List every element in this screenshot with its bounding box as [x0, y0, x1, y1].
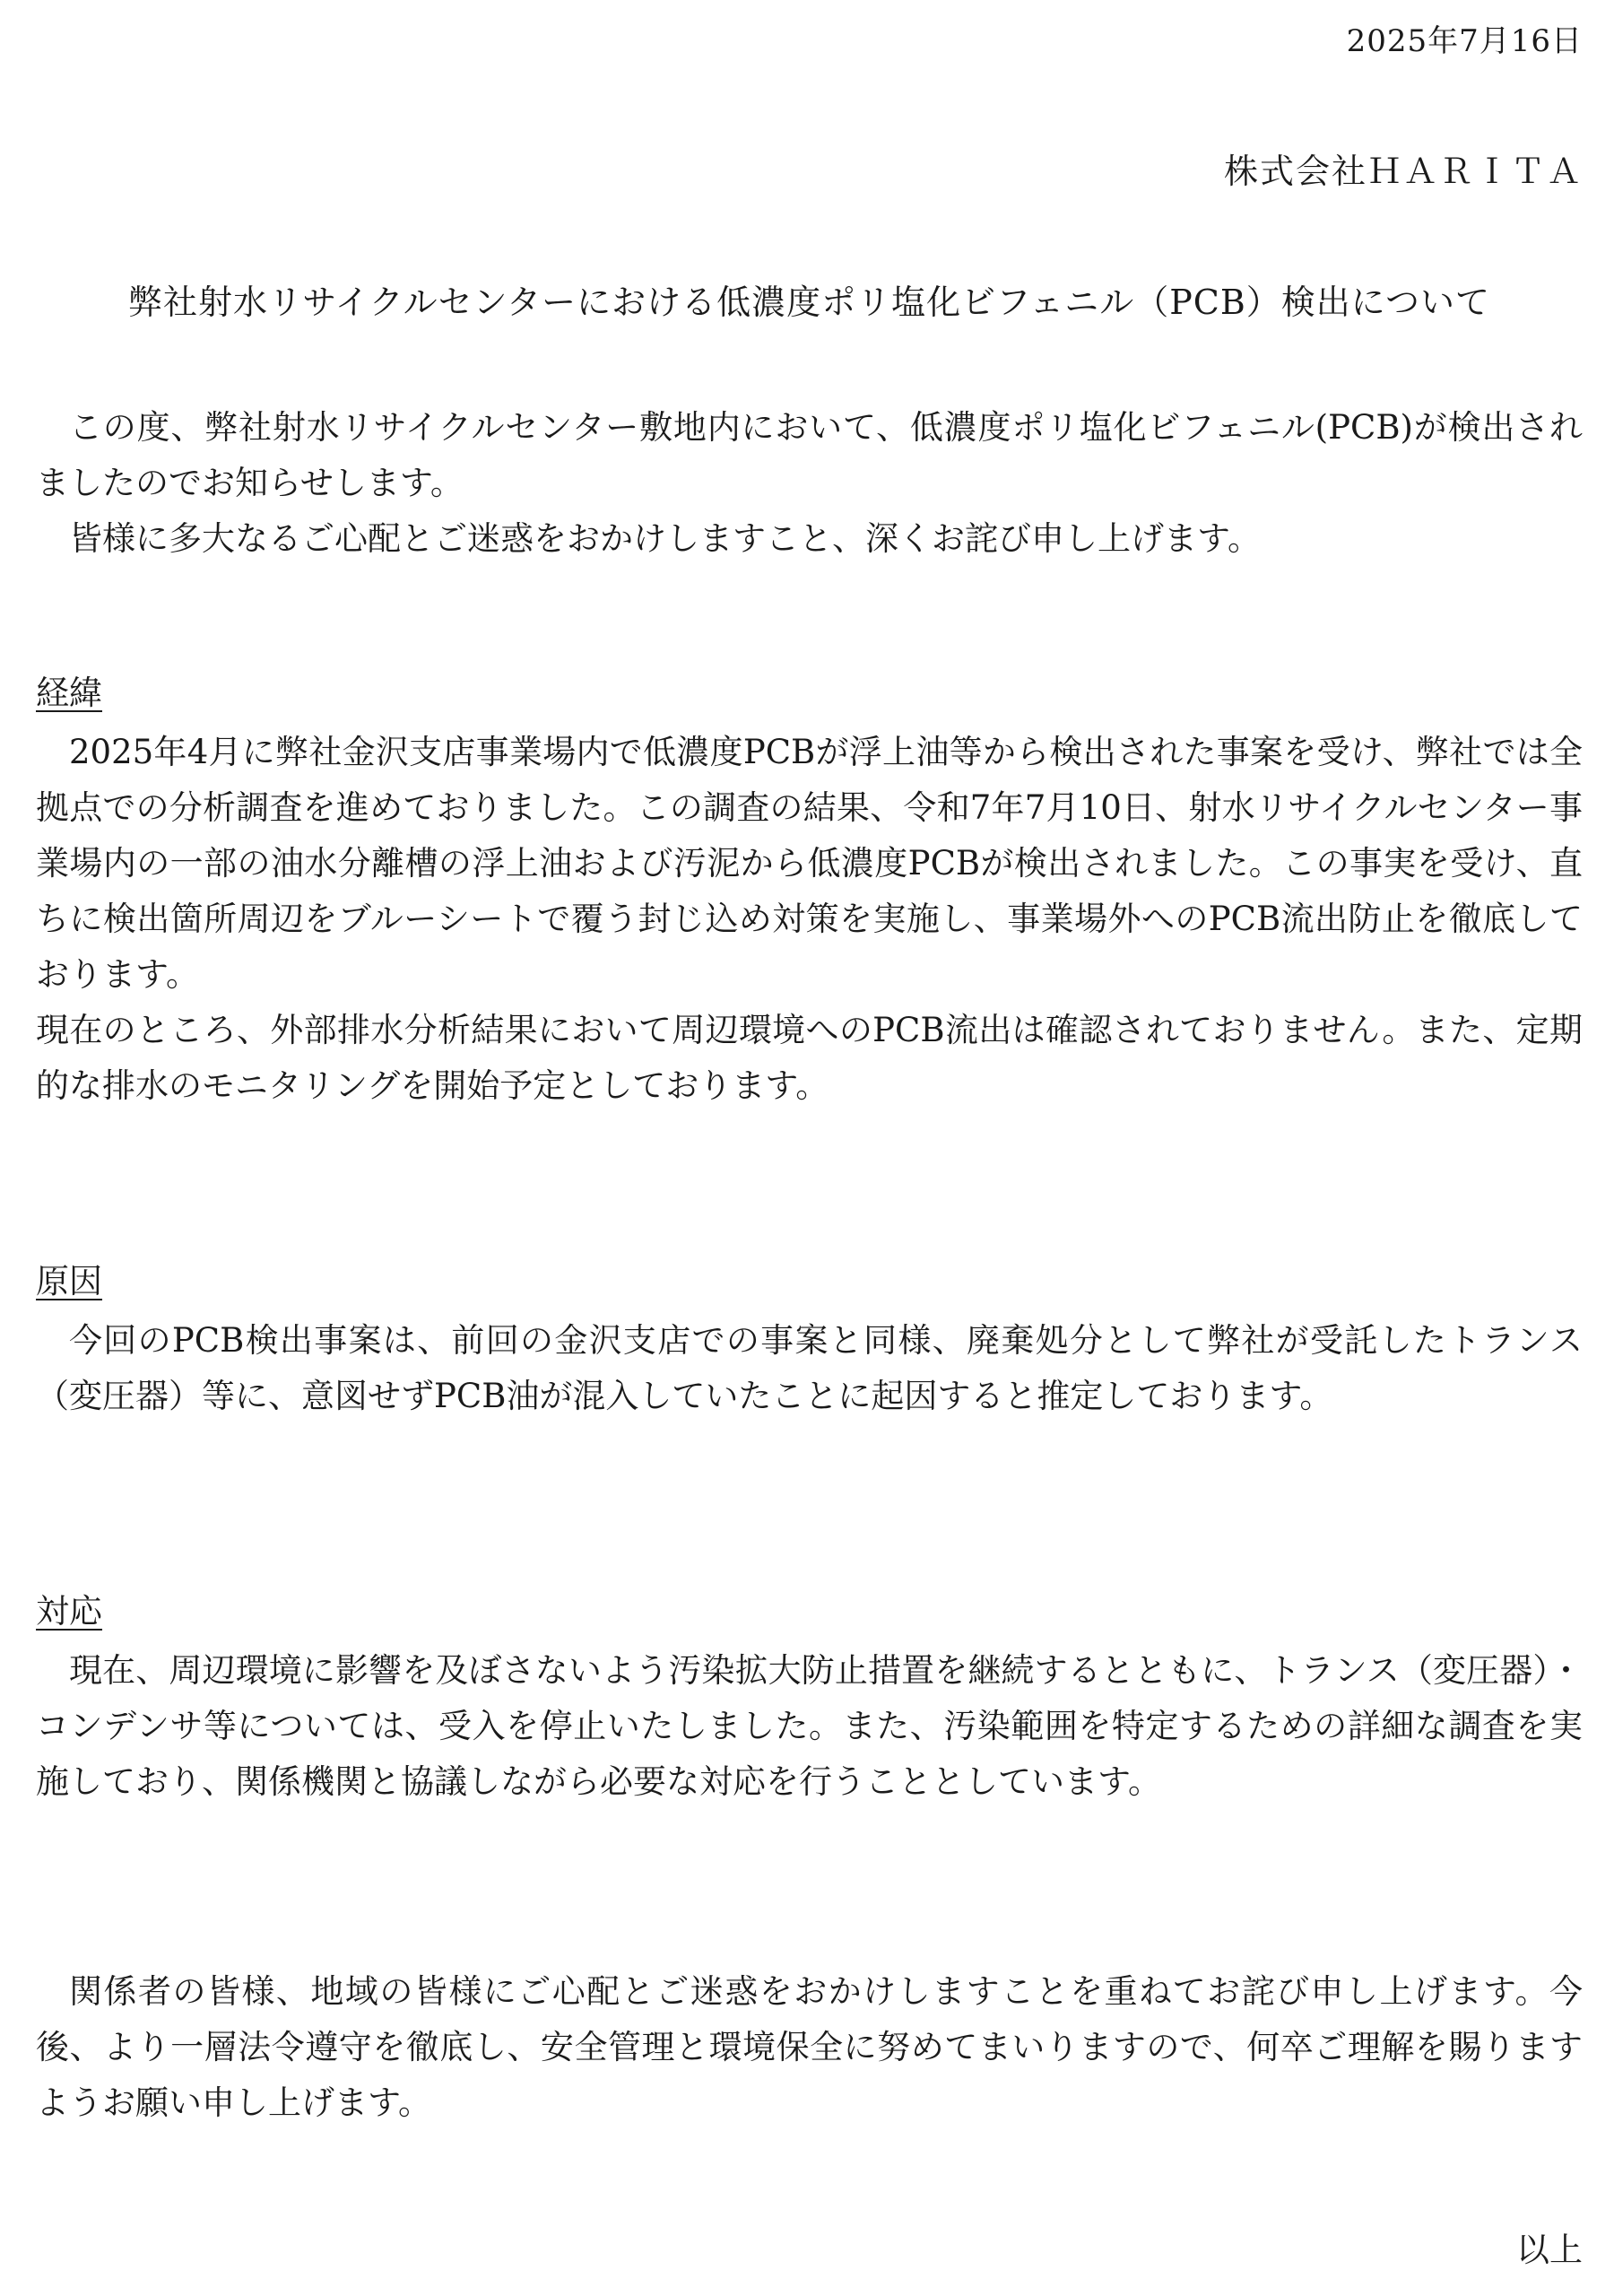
intro-section	[36, 400, 1583, 567]
section-heading-background: 経緯	[36, 674, 102, 712]
background-paragraph: 2025年4月に弊社金沢支店事業場内で低濃度PCBが浮上油等から検出された事案を受け、弊社では全拠点での分析調査を進めておりました。この調査の結果、令和7年7月10日、射水リサイクルセンター事業場内の一部の油水分離槽の浮上油および汚泥から低濃度PCBが検出されました。この事実を受け、直ちに検出箇所周辺をブルーシートで覆う封じ込め対策を実施し、事業場外へのPCB流出防止を徹底しております。	[36, 733, 1583, 994]
cause-section	[36, 1313, 1583, 1424]
response-paragraph: 現在、周辺環境に影響を及ぼさないよう汚染拡大防止措置を継続するとともに、トランス（変圧器）・コンデンサ等については、受入を停止いたしました。また、汚染範囲を特定するための詳細な調査を実施しており、関係機関と協議しながら必要な対応を行うこととしています。	[36, 1651, 1583, 1801]
background-status-paragraph: 現在のところ、外部排水分析結果において周辺環境へのPCB流出は確認されておりません。また、定期的な排水のモニタリングを開始予定としております。	[36, 1011, 1583, 1105]
background-section	[36, 725, 1583, 1114]
document-title: 弊社射水リサイクルセンターにおける低濃度ポリ塩化ビフェニル（PCB）検出について	[127, 283, 1491, 322]
intro-paragraph: この度、弊社射水リサイクルセンター敷地内において、低濃度ポリ塩化ビフェニル(PCB)が検出されましたのでお知らせします。	[36, 408, 1583, 502]
company-name: 株式会社ＨＡＲＩＴＡ	[1223, 152, 1583, 191]
document-page	[36, 0, 1583, 2296]
section-heading-cause: 原因	[36, 1262, 102, 1300]
cause-paragraph: 今回のPCB検出事案は、前回の金沢支店での事案と同様、廃棄処分として弊社が受託したトランス（変圧器）等に、意図せずPCB油が混入していたことに起因すると推定しております。	[36, 1321, 1583, 1415]
response-section	[36, 1643, 1583, 1810]
section-heading-response: 対応	[36, 1592, 102, 1631]
conclusion-paragraph: 関係者の皆様、地域の皆様にご心配とご迷惑をおかけしますことを重ねてお詫び申し上げます。今後、より一層法令遵守を徹底し、安全管理と環境保全に努めてまいりますので、何卒ご理解を賜りますようお願い申し上げます。	[36, 1972, 1583, 2122]
document-date: 2025年7月16日	[1346, 23, 1583, 59]
conclusion-section	[36, 1964, 1583, 2131]
apology-paragraph: 皆様に多大なるご心配とご迷惑をおかけしますこと、深くお詫び申し上げます。	[69, 519, 1262, 558]
closing-mark: 以上	[1516, 2231, 1583, 2269]
